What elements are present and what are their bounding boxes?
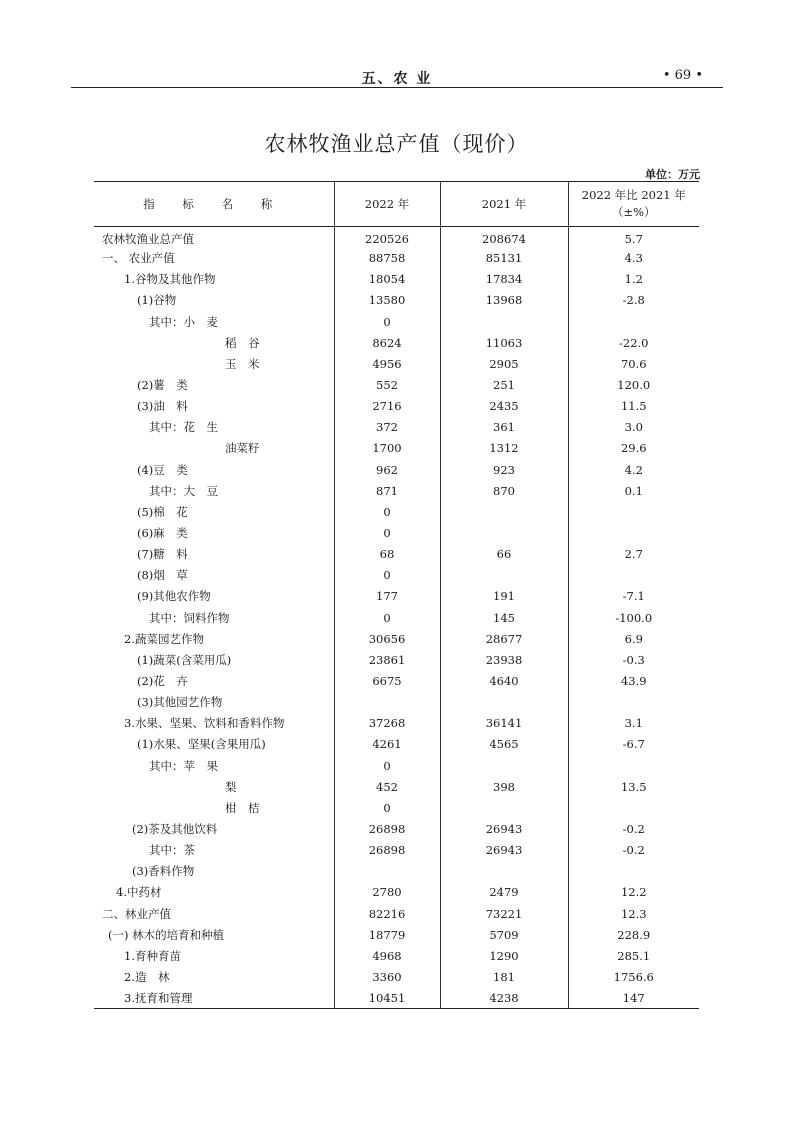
cell-indicator — [94, 417, 334, 438]
page-title: 农林牧渔业总产值（现价） — [264, 132, 529, 156]
cell-value-2021: 26943 — [440, 818, 568, 839]
cell-change: 29.6 — [568, 438, 699, 459]
cell-value-2022: 23861 — [334, 649, 440, 670]
cell-indicator — [94, 565, 334, 586]
cell-value-2021: 26943 — [440, 840, 568, 861]
table-row — [94, 311, 699, 332]
table-row — [94, 755, 699, 776]
table-row — [94, 227, 699, 248]
indicator-label: 2.造 林 — [124, 969, 170, 984]
indicator-label: 其中：苹 果 — [149, 758, 218, 773]
table-body — [94, 227, 699, 1009]
cell-value-2022: 2780 — [334, 882, 440, 903]
indicator-label: 4.中药材 — [116, 885, 162, 900]
indicator-label: 1.育种育苗 — [124, 948, 181, 963]
cell-indicator — [94, 438, 334, 459]
cell-value-2021: 181 — [440, 966, 568, 987]
cell-value-2022: 552 — [334, 374, 440, 395]
cell-indicator — [94, 544, 334, 565]
table-row — [94, 565, 699, 586]
cell-value-2022: 26898 — [334, 840, 440, 861]
cell-value-2022: 372 — [334, 417, 440, 438]
table-row — [94, 692, 699, 713]
column-header-indicator: 指 标 名 称 — [94, 182, 334, 227]
cell-value-2022: 0 — [334, 311, 440, 332]
table-row — [94, 480, 699, 501]
cell-change: -0.2 — [568, 818, 699, 839]
column-header-2021: 2021 年 — [440, 182, 568, 227]
cell-change: 4.2 — [568, 459, 699, 480]
table-row — [94, 818, 699, 839]
cell-value-2022: 177 — [334, 586, 440, 607]
cell-value-2021: 870 — [440, 480, 568, 501]
cell-value-2021: 4640 — [440, 670, 568, 691]
cell-value-2021 — [440, 755, 568, 776]
cell-value-2021: 66 — [440, 544, 568, 565]
cell-change: 0.1 — [568, 480, 699, 501]
cell-value-2022: 0 — [334, 607, 440, 628]
cell-value-2021: 2435 — [440, 396, 568, 417]
cell-value-2022: 2716 — [334, 396, 440, 417]
cell-indicator — [94, 480, 334, 501]
cell-change: -22.0 — [568, 332, 699, 353]
cell-value-2022: 18054 — [334, 269, 440, 290]
indicator-label: (一) 林木的培育和种植 — [108, 927, 225, 942]
cell-change — [568, 692, 699, 713]
cell-value-2021 — [440, 692, 568, 713]
indicator-label: 二、林业产值 — [102, 906, 171, 921]
cell-change: 12.2 — [568, 882, 699, 903]
cell-value-2021: 361 — [440, 417, 568, 438]
cell-change: -0.3 — [568, 649, 699, 670]
indicator-label: (2)花 卉 — [137, 674, 188, 689]
cell-value-2022: 1700 — [334, 438, 440, 459]
cell-indicator — [94, 396, 334, 417]
cell-indicator — [94, 670, 334, 691]
table-row — [94, 396, 699, 417]
indicator-label: 稻 谷 — [225, 335, 260, 350]
cell-value-2021: 13968 — [440, 290, 568, 311]
indicator-label: (3)油 料 — [137, 399, 188, 414]
cell-indicator — [94, 988, 334, 1009]
cell-indicator — [94, 248, 334, 269]
cell-value-2022: 6675 — [334, 670, 440, 691]
indicator-label: 一、 农业产值 — [102, 251, 175, 266]
table-row — [94, 966, 699, 987]
cell-indicator — [94, 966, 334, 987]
cell-value-2021: 28677 — [440, 628, 568, 649]
cell-change: 1756.6 — [568, 966, 699, 987]
header-rule — [71, 87, 723, 88]
unit-note: 单位：万元 — [645, 168, 700, 181]
cell-change: 2.7 — [568, 544, 699, 565]
cell-change — [568, 861, 699, 882]
cell-change: 285.1 — [568, 945, 699, 966]
indicator-label: (2)薯 类 — [137, 378, 188, 393]
cell-value-2022: 220526 — [334, 227, 440, 248]
indicator-label: 1.谷物及其他作物 — [124, 272, 216, 287]
cell-value-2021: 208674 — [440, 227, 568, 248]
table-header-row — [94, 182, 699, 227]
cell-change: 1.2 — [568, 269, 699, 290]
cell-value-2022: 82216 — [334, 903, 440, 924]
cell-indicator — [94, 945, 334, 966]
table-row — [94, 290, 699, 311]
indicator-label: (7)糖 料 — [137, 547, 188, 562]
cell-change: -6.7 — [568, 734, 699, 755]
table-row — [94, 734, 699, 755]
cell-indicator — [94, 903, 334, 924]
cell-indicator — [94, 227, 334, 248]
cell-value-2021: 11063 — [440, 332, 568, 353]
cell-value-2021: 17834 — [440, 269, 568, 290]
cell-change: -0.2 — [568, 840, 699, 861]
cell-value-2022: 10451 — [334, 988, 440, 1009]
cell-indicator — [94, 501, 334, 522]
cell-value-2021: 145 — [440, 607, 568, 628]
cell-value-2022: 8624 — [334, 332, 440, 353]
table-row — [94, 776, 699, 797]
cell-change: 12.3 — [568, 903, 699, 924]
indicator-label: 油菜籽 — [225, 441, 260, 456]
indicator-label: 玉 米 — [225, 356, 260, 371]
column-header-change-line2: （±%） — [611, 205, 656, 219]
indicator-label: (1)蔬菜(含菜用瓜) — [137, 652, 232, 667]
cell-value-2022: 0 — [334, 565, 440, 586]
cell-value-2021: 398 — [440, 776, 568, 797]
section-title: 五、农 业 — [361, 71, 433, 87]
table-row — [94, 797, 699, 818]
cell-value-2022: 452 — [334, 776, 440, 797]
cell-change: 6.9 — [568, 628, 699, 649]
cell-value-2022: 18779 — [334, 924, 440, 945]
table-row — [94, 353, 699, 374]
output-value-table — [94, 181, 699, 1009]
table-row — [94, 840, 699, 861]
cell-change — [568, 522, 699, 543]
indicator-label: (8)烟 草 — [137, 568, 188, 583]
cell-change: 228.9 — [568, 924, 699, 945]
indicator-label: (5)棉 花 — [137, 504, 188, 519]
indicator-label: (1)水果、坚果(含果用瓜) — [137, 737, 266, 752]
indicator-label: 柑 桔 — [225, 800, 260, 815]
cell-indicator — [94, 374, 334, 395]
indicator-label: (3)香料作物 — [132, 864, 195, 879]
indicator-label: 其中：小 麦 — [149, 314, 218, 329]
cell-indicator — [94, 734, 334, 755]
cell-value-2022: 88758 — [334, 248, 440, 269]
table-row — [94, 586, 699, 607]
cell-value-2022 — [334, 692, 440, 713]
cell-value-2021: 251 — [440, 374, 568, 395]
indicator-label: 其中：大 豆 — [149, 483, 218, 498]
indicator-label: 其中：饲料作物 — [149, 610, 230, 625]
cell-value-2021: 36141 — [440, 713, 568, 734]
table-row — [94, 903, 699, 924]
column-header-change — [568, 182, 699, 227]
cell-change: 120.0 — [568, 374, 699, 395]
cell-indicator — [94, 607, 334, 628]
cell-value-2021: 2905 — [440, 353, 568, 374]
table-row — [94, 628, 699, 649]
cell-value-2022: 4261 — [334, 734, 440, 755]
table-row — [94, 861, 699, 882]
cell-indicator — [94, 649, 334, 670]
table-row — [94, 374, 699, 395]
cell-indicator — [94, 290, 334, 311]
cell-value-2021: 1312 — [440, 438, 568, 459]
table-row — [94, 988, 699, 1009]
running-header — [71, 66, 723, 88]
table-row — [94, 607, 699, 628]
cell-value-2022: 26898 — [334, 818, 440, 839]
cell-value-2022: 30656 — [334, 628, 440, 649]
cell-value-2022: 871 — [334, 480, 440, 501]
cell-indicator — [94, 840, 334, 861]
cell-value-2022: 3360 — [334, 966, 440, 987]
cell-indicator — [94, 776, 334, 797]
cell-change — [568, 501, 699, 522]
cell-value-2021: 85131 — [440, 248, 568, 269]
cell-value-2021: 73221 — [440, 903, 568, 924]
indicator-label: 农林牧渔业总产值 — [102, 232, 194, 247]
cell-value-2021: 5709 — [440, 924, 568, 945]
indicator-label: (6)麻 类 — [137, 526, 188, 541]
cell-value-2022: 68 — [334, 544, 440, 565]
cell-change: 13.5 — [568, 776, 699, 797]
cell-change — [568, 311, 699, 332]
cell-change — [568, 797, 699, 818]
cell-indicator — [94, 882, 334, 903]
table-row — [94, 417, 699, 438]
cell-change: 4.3 — [568, 248, 699, 269]
cell-value-2022: 962 — [334, 459, 440, 480]
column-header-2022: 2022 年 — [334, 182, 440, 227]
cell-change: -2.8 — [568, 290, 699, 311]
cell-change: -100.0 — [568, 607, 699, 628]
cell-value-2021: 1290 — [440, 945, 568, 966]
table-row — [94, 501, 699, 522]
cell-change: 3.0 — [568, 417, 699, 438]
cell-indicator — [94, 522, 334, 543]
cell-indicator — [94, 459, 334, 480]
table-row — [94, 269, 699, 290]
table-row — [94, 945, 699, 966]
indicator-label: (4)豆 类 — [137, 462, 188, 477]
cell-indicator — [94, 924, 334, 945]
cell-change — [568, 755, 699, 776]
cell-value-2022: 4968 — [334, 945, 440, 966]
cell-change: 70.6 — [568, 353, 699, 374]
cell-value-2021: 191 — [440, 586, 568, 607]
cell-indicator — [94, 692, 334, 713]
table-row — [94, 248, 699, 269]
cell-value-2022 — [334, 861, 440, 882]
indicator-label: (2)茶及其他饮料 — [132, 822, 218, 836]
table-row — [94, 713, 699, 734]
indicator-label: 3.水果、坚果、饮料和香料作物 — [124, 716, 285, 731]
cell-value-2022: 0 — [334, 501, 440, 522]
cell-change: 3.1 — [568, 713, 699, 734]
cell-value-2021 — [440, 797, 568, 818]
cell-change: -7.1 — [568, 586, 699, 607]
cell-indicator — [94, 311, 334, 332]
indicator-label: 其中：花 生 — [149, 420, 218, 435]
table-row — [94, 882, 699, 903]
cell-value-2021: 23938 — [440, 649, 568, 670]
cell-change — [568, 565, 699, 586]
cell-value-2021 — [440, 311, 568, 332]
cell-value-2021: 4238 — [440, 988, 568, 1009]
indicator-label: 3.抚育和管理 — [124, 990, 193, 1005]
cell-indicator — [94, 797, 334, 818]
indicator-label: (3)其他园艺作物 — [137, 695, 223, 710]
indicator-label: 2.蔬菜园艺作物 — [124, 631, 204, 646]
indicator-label: (9)其他农作物 — [137, 589, 211, 604]
table-row — [94, 544, 699, 565]
cell-change: 43.9 — [568, 670, 699, 691]
indicator-label: 梨 — [225, 779, 237, 794]
table-row — [94, 438, 699, 459]
cell-value-2021 — [440, 565, 568, 586]
cell-indicator — [94, 861, 334, 882]
table-row — [94, 332, 699, 353]
cell-value-2022: 13580 — [334, 290, 440, 311]
cell-indicator — [94, 586, 334, 607]
cell-change: 5.7 — [568, 227, 699, 248]
cell-indicator — [94, 269, 334, 290]
cell-value-2022: 37268 — [334, 713, 440, 734]
table-row — [94, 459, 699, 480]
column-header-change-line1: 2022 年比 2021 年 — [581, 188, 686, 202]
indicator-label: (1)谷物 — [137, 293, 177, 308]
cell-indicator — [94, 818, 334, 839]
cell-value-2022: 0 — [334, 755, 440, 776]
cell-value-2021: 923 — [440, 459, 568, 480]
cell-indicator — [94, 353, 334, 374]
cell-value-2021: 2479 — [440, 882, 568, 903]
table-row — [94, 522, 699, 543]
cell-value-2021: 4565 — [440, 734, 568, 755]
cell-change: 11.5 — [568, 396, 699, 417]
table-row — [94, 924, 699, 945]
cell-value-2022: 0 — [334, 522, 440, 543]
cell-indicator — [94, 755, 334, 776]
cell-value-2022: 0 — [334, 797, 440, 818]
cell-value-2021 — [440, 501, 568, 522]
cell-indicator — [94, 713, 334, 734]
cell-value-2021 — [440, 861, 568, 882]
cell-value-2021 — [440, 522, 568, 543]
cell-value-2022: 4956 — [334, 353, 440, 374]
indicator-label: 其中：茶 — [149, 843, 195, 858]
table-row — [94, 649, 699, 670]
table-row — [94, 670, 699, 691]
page-number: • 69 • — [662, 68, 703, 83]
cell-indicator — [94, 332, 334, 353]
cell-indicator — [94, 628, 334, 649]
cell-change: 147 — [568, 988, 699, 1009]
